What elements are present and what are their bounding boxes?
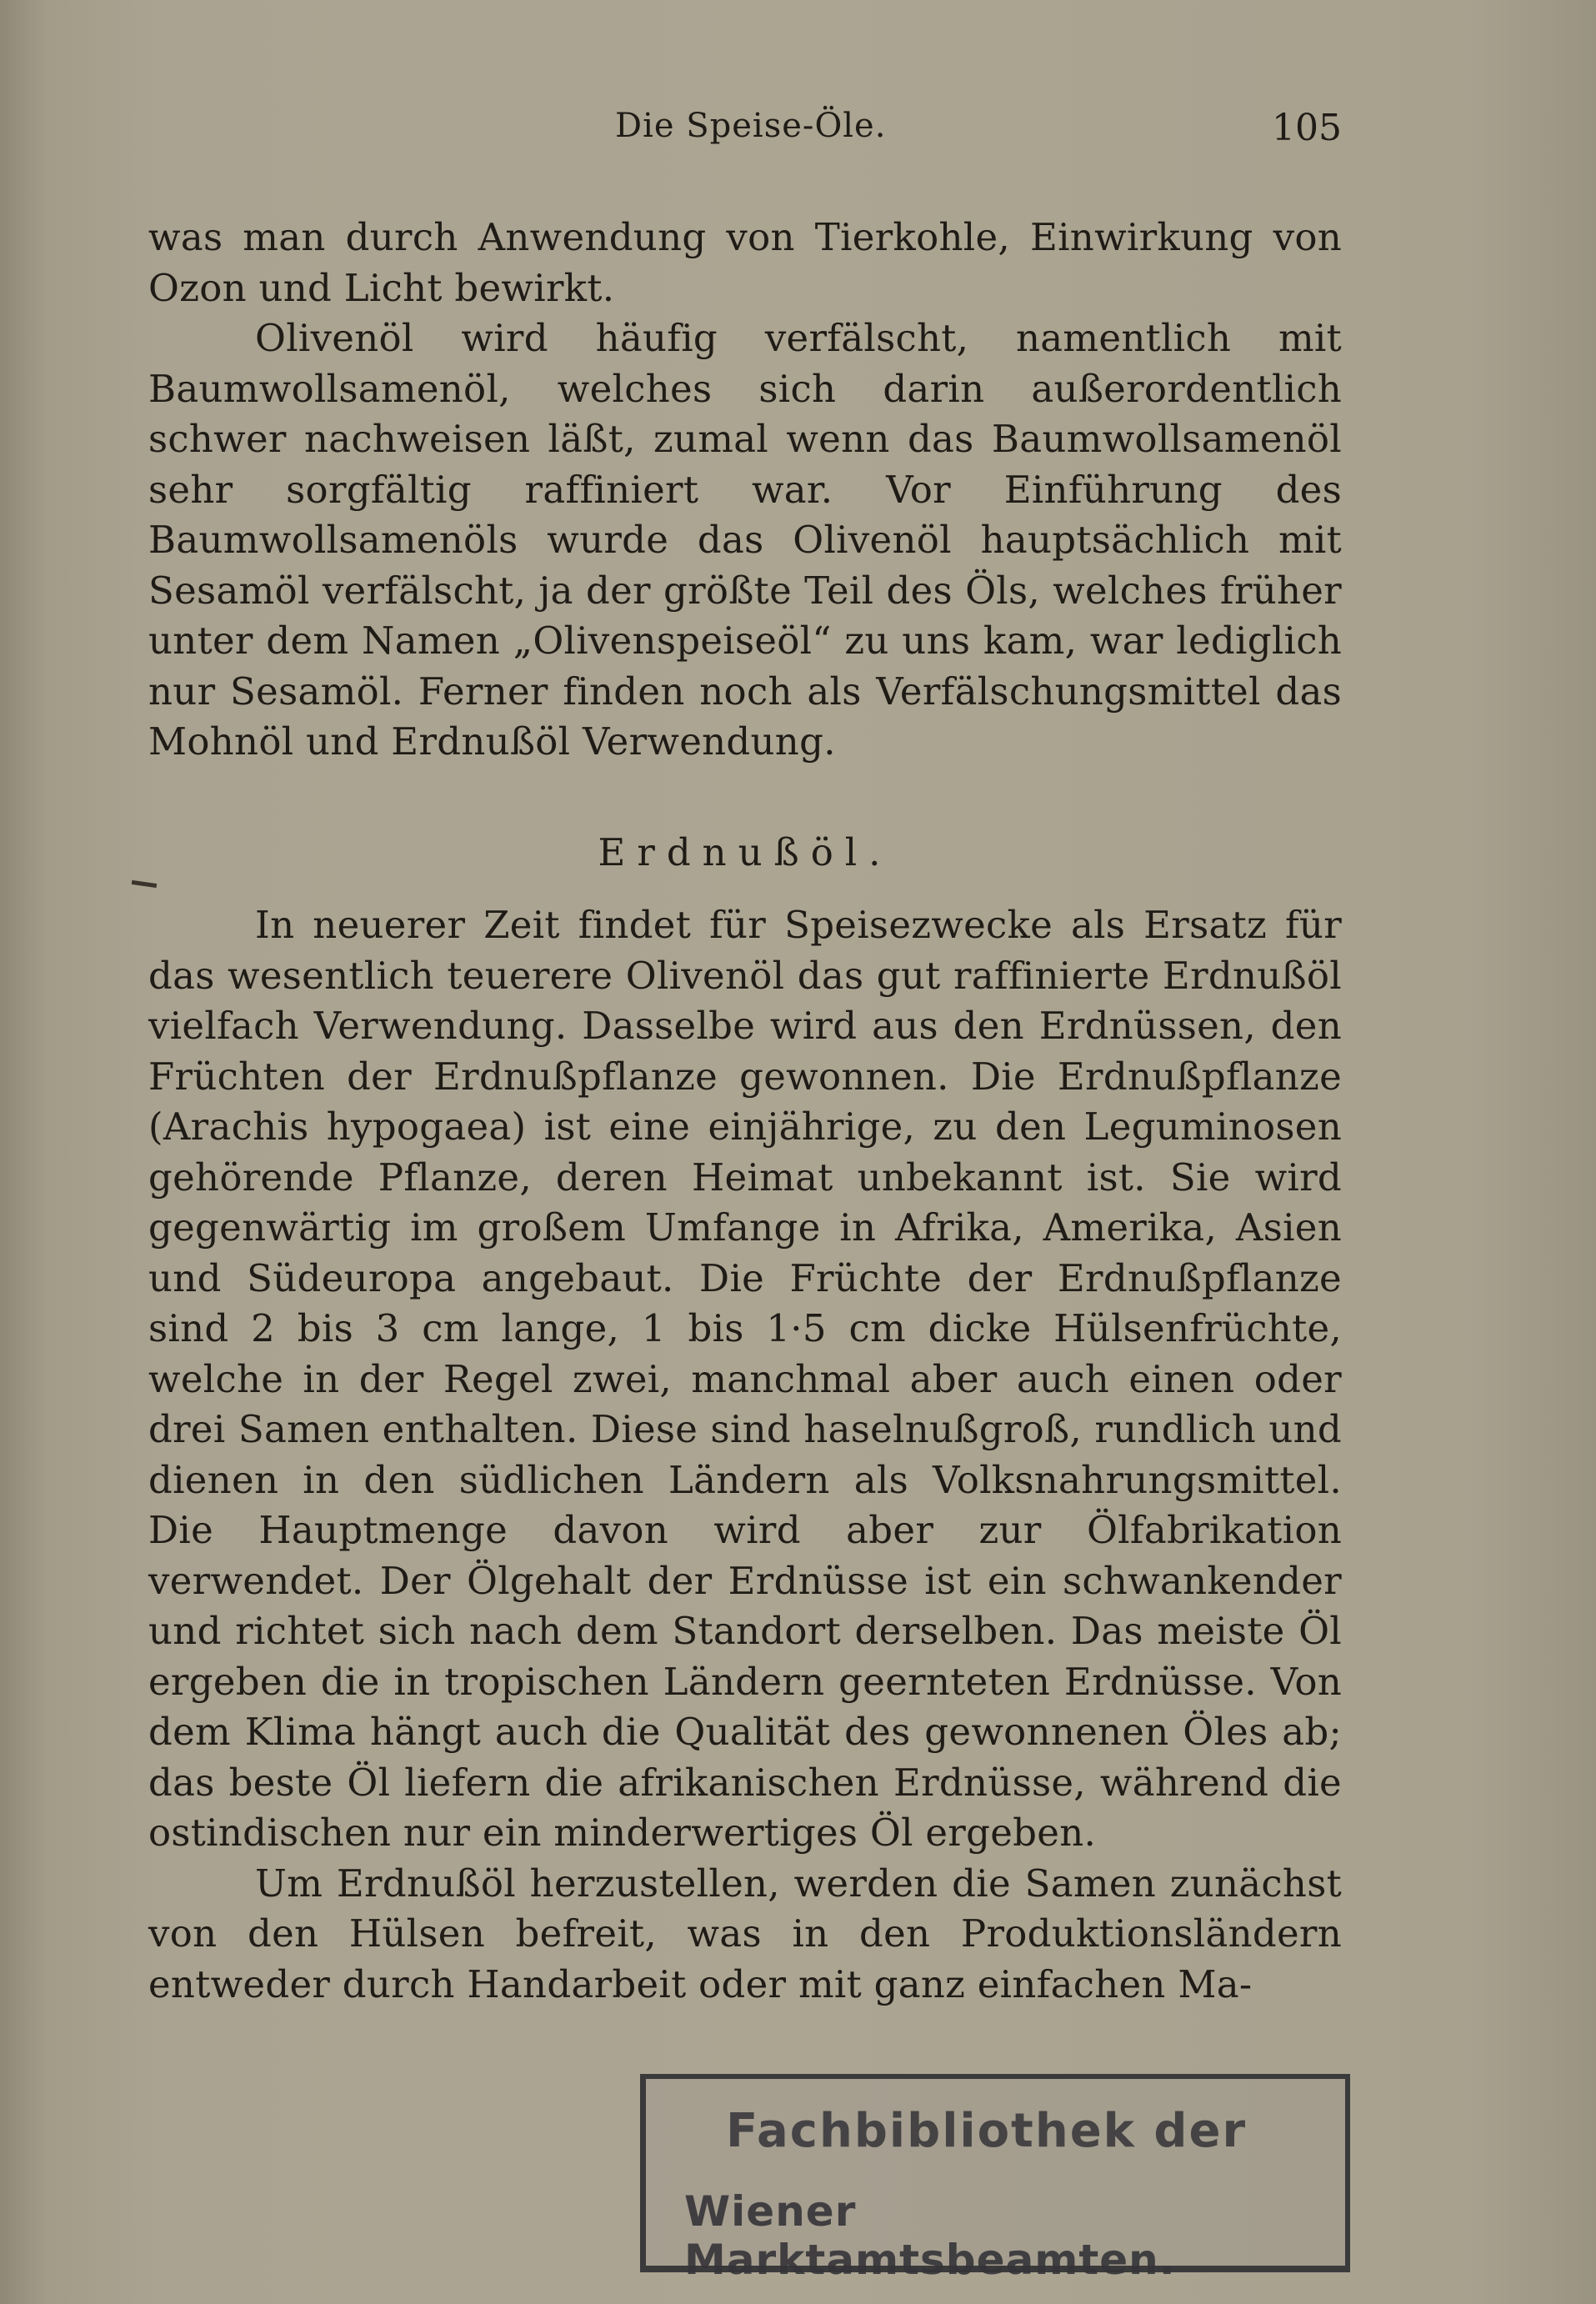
section-title: Erdnußöl. xyxy=(598,830,893,874)
paragraph-continuation: was man durch Anwendung von Tierkohle, Einwirkung von Ozon und Licht bewirkt. xyxy=(148,215,1342,310)
page-header xyxy=(148,107,1342,157)
stamp-line-2: Wiener Marktamtsbeamten. xyxy=(684,2187,1176,2284)
page-number: 105 xyxy=(1272,107,1342,149)
paragraph-olivenoel: Olivenöl wird häufig verfälscht, namentlich mit Baumwollsamenöl, welches sich darin außerordentlich schwer nachweisen läßt, zumal wenn das Baumwollsamenöl sehr sorgfältig raffiniert war. Vor Einführung des Baumwollsamenöls wurde das Olivenöl hauptsächlich mit Sesamöl verfälscht, ja der größte Teil des Öls, welches früher unter dem Namen „Olivenspeiseöl“ zu uns kam, war lediglich nur Sesamöl. Ferner finden noch als Verfälschungsmittel das Mohnöl und Erdnußöl Verwendung. xyxy=(148,316,1342,764)
library-stamp xyxy=(640,2074,1350,2284)
paragraph-erdnussoel: In neuerer Zeit findet für Speisezwecke als Ersatz für das wesentlich teuerere Olivenöl das gut raffinierte Erdnußöl vielfach Verwendung. Dasselbe wird aus den Erdnüssen, den Früchten der Erdnußpflanze gewonnen. Die Erdnußpflanze (Arachis hypogaea) ist eine einjährige, zu den Leguminosen gehörende Pflanze, deren Heimat unbekannt ist. Sie wird gegenwärtig im großem Umfange in Afrika, Amerika, Asien und Südeuropa angebaut. Die Früchte der Erdnußpflanze sind 2 bis 3 cm lange, 1 bis 1·5 cm dicke Hülsenfrüchte, welche in der Regel zwei, manchmal aber auch einen oder drei Samen enthalten. Diese sind haselnußgroß, rundlich und dienen in den südlichen Ländern als Volksnahrungsmittel. Die Hauptmenge davon wird aber zur Ölfabrikation verwendet. Der Ölgehalt der Erdnüsse ist ein schwankender und richtet sich nach dem Standort derselben. Das meiste Öl ergeben die in tropischen Ländern geernteten Erdnüsse. Von dem Klima hängt auch die Qualität des gewonnenen Öles ab; das beste Öl liefern die afrikanischen Erdnüsse, während die ostindischen nur ein minderwertiges Öl ergeben. xyxy=(148,903,1342,1855)
text-block-bottom xyxy=(148,900,1342,2010)
paragraph-herstellung: Um Erdnußöl herzustellen, werden die Samen zunächst von den Hülsen befreit, was in den Produktionsländern entweder durch Handarbeit oder mit ganz einfachen Ma- xyxy=(148,1861,1342,2006)
margin-mark xyxy=(132,880,157,888)
text-block-top xyxy=(148,213,1342,768)
stamp-line-1: Fachbibliothek der xyxy=(726,2104,1248,2158)
running-title: Die Speise-Öle. xyxy=(615,107,887,145)
